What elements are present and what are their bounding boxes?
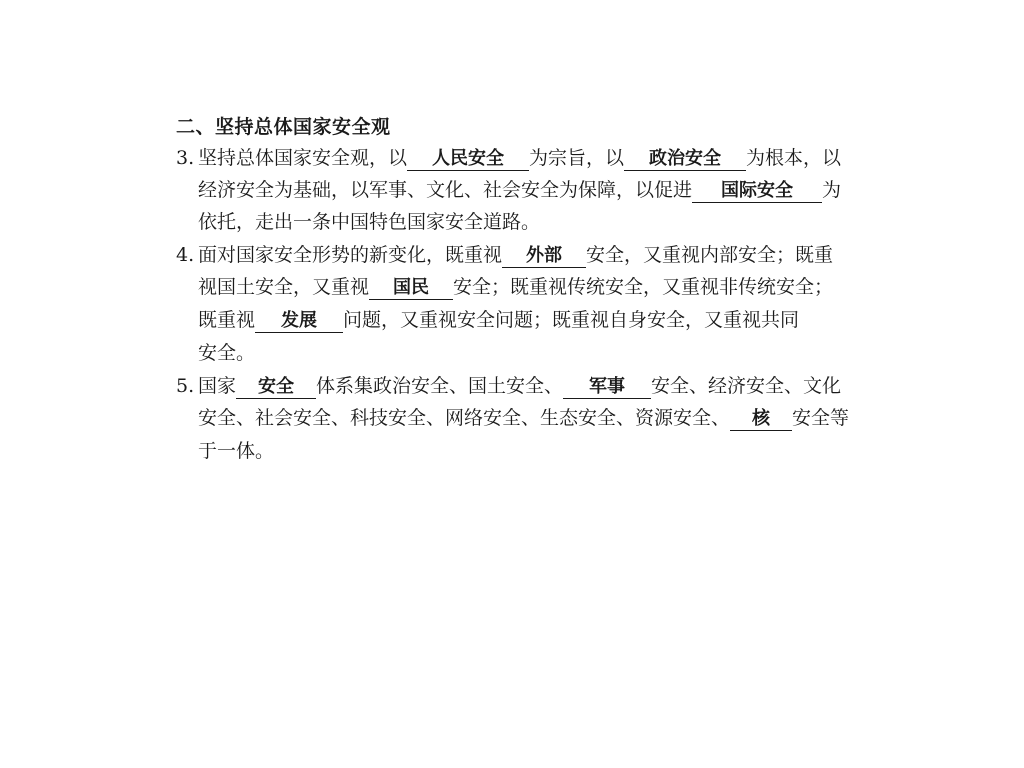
q5-text: 于一体。 (198, 440, 275, 462)
section-title: 二、坚持总体国家安全观 (176, 116, 391, 138)
q4-text: 安全；既重视传统安全，又重视非传统安全； (453, 276, 834, 298)
q3-line-1 (176, 146, 841, 171)
q3-text: 为 (822, 179, 842, 201)
q5-line-2 (198, 406, 849, 431)
q4-blank-3[interactable]: 发展 (255, 310, 343, 333)
q3-line-2 (198, 178, 841, 203)
q3-number: 3. (176, 147, 195, 169)
q4-line-1 (176, 243, 833, 268)
q3-line-3 (198, 210, 540, 234)
q5-line-1 (176, 374, 841, 399)
q3-blank-1[interactable]: 人民安全 (407, 148, 529, 171)
q4-text: 既重视 (198, 309, 256, 331)
q4-blank-1[interactable]: 外部 (502, 245, 586, 268)
q5-blank-2[interactable]: 军事 (563, 376, 651, 399)
q5-text: 安全、经济安全、文化 (651, 375, 842, 397)
q3-blank-3[interactable]: 国际安全 (692, 180, 822, 203)
q4-line-2 (198, 275, 833, 300)
q3-text: 为宗旨，以 (529, 147, 625, 169)
q4-number: 4. (176, 244, 195, 266)
q4-text: 安全，又重视内部安全；既重 (586, 244, 834, 266)
q4-line-3 (198, 308, 799, 333)
q4-line-4 (198, 341, 255, 365)
q3-text: 经济安全为基础，以军事、文化、社会安全为保障，以促进 (198, 179, 693, 201)
q5-text: 国家 (198, 375, 237, 397)
q5-line-3 (198, 439, 274, 463)
q5-blank-1[interactable]: 安全 (236, 376, 316, 399)
q3-text: 依托，走出一条中国特色国家安全道路。 (198, 211, 541, 233)
q3-blank-2[interactable]: 政治安全 (624, 148, 746, 171)
q4-blank-2[interactable]: 国民 (369, 277, 453, 300)
q4-text: 视国土安全，又重视 (198, 276, 370, 298)
q3-text: 为根本，以 (746, 147, 842, 169)
q4-text: 安全。 (198, 342, 256, 364)
q5-text: 体系集政治安全、国土安全、 (316, 375, 564, 397)
q4-text: 问题，又重视安全问题；既重视自身安全，又重视共同 (343, 309, 800, 331)
q3-text: 坚持总体国家安全观，以 (198, 147, 408, 169)
q5-text: 安全、社会安全、科技安全、网络安全、生态安全、资源安全、 (198, 407, 731, 429)
q5-text: 安全等 (792, 407, 850, 429)
q5-number: 5. (176, 375, 195, 397)
q4-text: 面对国家安全形势的新变化，既重视 (198, 244, 503, 266)
q5-blank-3[interactable]: 核 (730, 408, 792, 431)
